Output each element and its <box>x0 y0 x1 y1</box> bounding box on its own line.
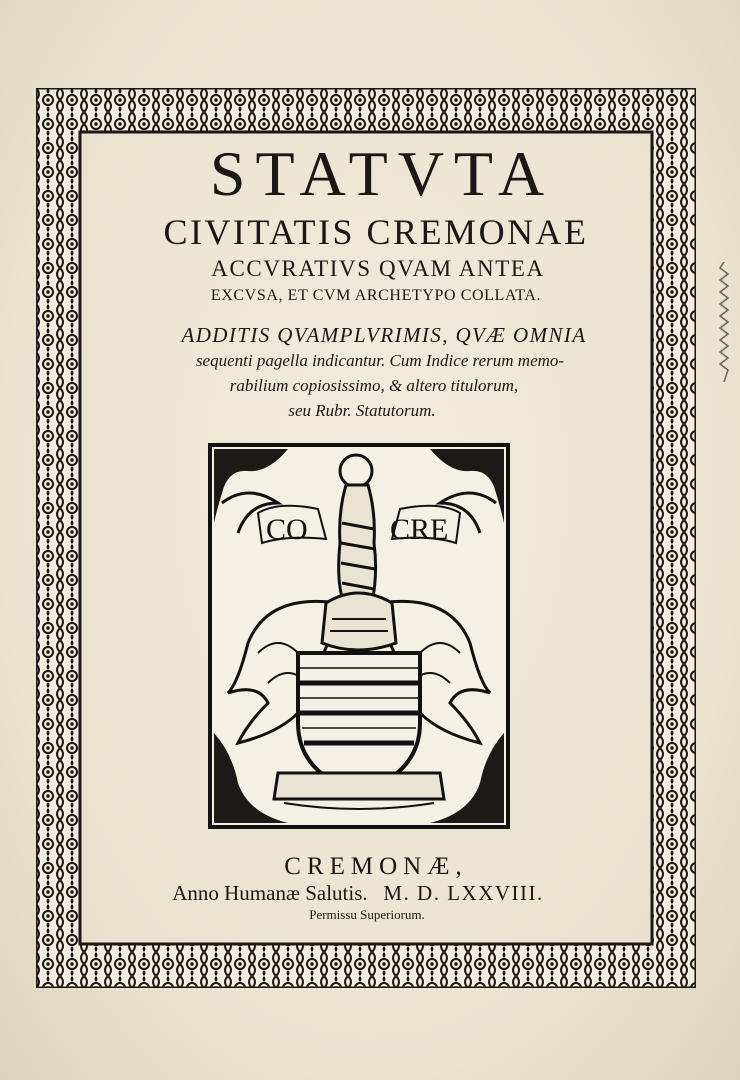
italic-sequenti: sequenti pagella indicantur. Cum Indice rerum memo- <box>195 351 565 370</box>
coat-of-arms-woodcut <box>208 443 510 829</box>
italic-rabilium: rabilium copiosissimo, & altero titulorum, <box>229 376 519 395</box>
imprint-permission: Permissu Superiorum. <box>309 907 425 922</box>
subtitle-excusa: EXCVSA, ET CVM ARCHETYPO COLLATA. <box>210 287 542 304</box>
page-title: STATVTA <box>209 138 555 209</box>
imprint-year: M. D. LXXVIII. <box>383 881 544 905</box>
italic-additis: ADDITIS QVAMPLVRIMIS, QVÆ OMNIA <box>181 323 587 347</box>
subtitle-city: CIVITATIS CREMONAE <box>163 212 589 252</box>
italic-rubr: seu Rubr. Statutorum. <box>288 401 436 420</box>
imprint-year-prefix: Anno Humanæ Salutis. <box>172 881 368 905</box>
imprint-city: CREMONÆ, <box>284 853 468 880</box>
banner-co: CO <box>266 513 308 546</box>
banner-cre: CRE <box>390 513 449 546</box>
binding-thread-marks <box>714 262 734 382</box>
imprint-year-line <box>0 880 728 906</box>
subtitle-accuratius: ACCVRATIVS QVAM ANTEA <box>211 256 545 281</box>
